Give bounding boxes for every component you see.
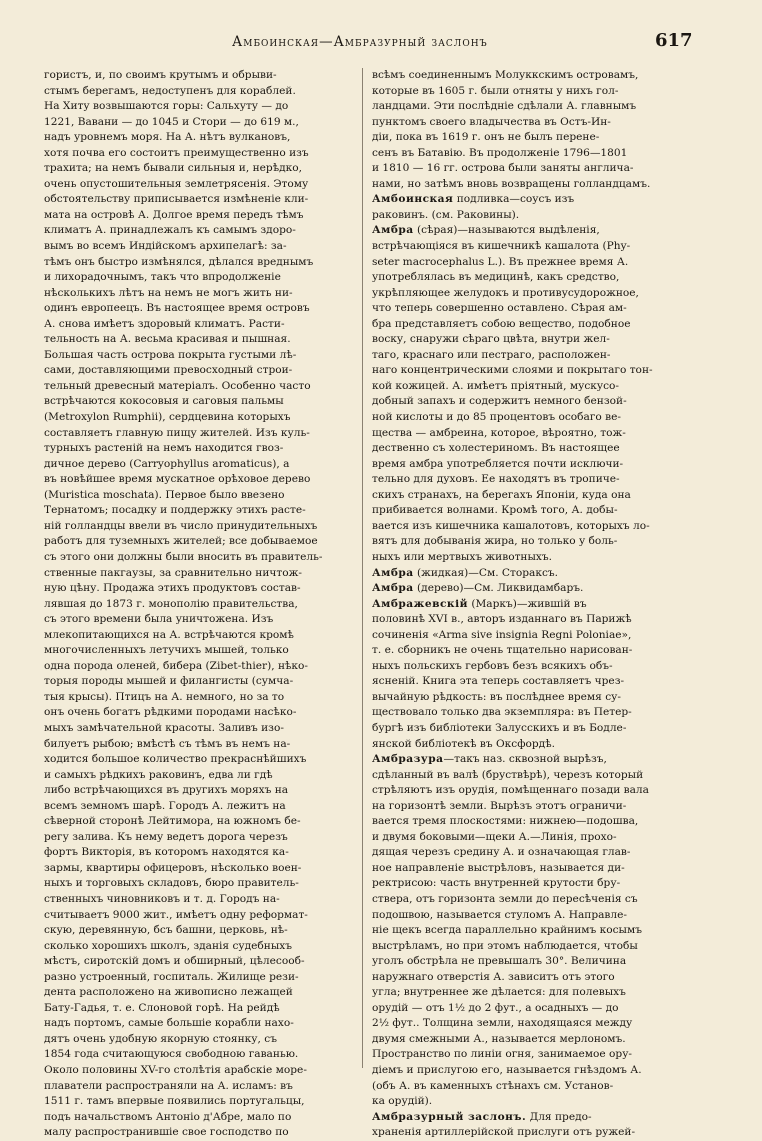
text-line: дента расположено на живописно лежащей bbox=[44, 986, 293, 999]
entry-text: и двумя боковыми—щеки А.—Линія, прохо- bbox=[372, 830, 617, 843]
entry-text: подошвою, называется стуломъ А. Направле- bbox=[372, 908, 627, 921]
text-line bbox=[372, 845, 690, 861]
text-line bbox=[372, 1047, 690, 1063]
text-line bbox=[372, 1032, 690, 1048]
text-line: (Muristica moschata). Первое было ввезено bbox=[44, 488, 285, 501]
entry-text: подливка—соусъ изъ bbox=[453, 193, 575, 206]
entry-headword: Амбра bbox=[372, 224, 414, 237]
text-line: гористъ, и, по своимъ крутымъ и обрыви- bbox=[44, 69, 277, 81]
entry-text: діи, пока въ 1619 г. онъ не былъ перене- bbox=[372, 131, 600, 144]
text-line bbox=[372, 690, 690, 706]
text-line: надъ портомъ, самые большіе корабли нахо- bbox=[44, 1017, 294, 1030]
entry-line bbox=[372, 566, 690, 582]
text-line bbox=[372, 394, 690, 410]
text-line bbox=[372, 426, 690, 442]
entry-text: что теперь совершенно оставлено. Сѣрая ам- bbox=[372, 302, 627, 315]
entry-text: половинѣ XVI в., авторъ изданнаго въ Парижѣ bbox=[372, 613, 632, 626]
entry-text: ныхъ польскихъ гербовъ безъ всякихъ объ- bbox=[372, 659, 613, 672]
text-line bbox=[372, 441, 690, 457]
text-line bbox=[372, 876, 690, 892]
entry-text: добный запахъ и содержитъ немного бензой- bbox=[372, 395, 627, 408]
text-line bbox=[372, 628, 690, 644]
entry-text: и 1810 — 16 гг. острова были заняты англича- bbox=[372, 162, 634, 175]
entry-text: —такъ наз. сквозной вырѣзъ, bbox=[443, 753, 607, 766]
entry-text: вятъ для добыванія жира, но только у боль- bbox=[372, 535, 618, 548]
text-line: дятъ очень удобную якорную стоянку, съ bbox=[44, 1032, 277, 1045]
text-line: ходится большое количество прекраснѣйшихъ bbox=[44, 753, 307, 766]
text-line: разно устроенный, госпиталь. Жилище рези- bbox=[44, 970, 299, 983]
entry-text: ныхъ или мертвыхъ животныхъ. bbox=[372, 550, 553, 563]
entry-text: ректрисою: часть внутренней крутости бру- bbox=[372, 877, 621, 890]
entry-line bbox=[372, 223, 690, 239]
text-line: вымъ во всемъ Индійскомъ архипелагѣ: за- bbox=[44, 240, 287, 253]
entry-text: янской библіотекѣ въ Оксфордѣ. bbox=[372, 737, 555, 750]
text-line: регу залива. Къ нему ведетъ дорога черезъ bbox=[44, 830, 288, 843]
text-line: (Metroxylon Rumphii), сердцевина которыхъ bbox=[44, 411, 291, 424]
text-line: всемъ земномъ шарѣ. Городъ А. лежитъ на bbox=[44, 799, 286, 812]
text-line: лявшая до 1873 г. монополію правительства, bbox=[44, 597, 298, 610]
entry-text: (дерево)—См. Ликвидамбаръ. bbox=[413, 582, 584, 595]
entry-text: ландцами. Эти послѣдніе сдѣлали А. главнымъ bbox=[372, 100, 637, 113]
text-line: стымъ берегамъ, недоступенъ для кораблей. bbox=[44, 84, 296, 97]
text-line bbox=[372, 363, 690, 379]
entry-text: seter macrocephalus L.). Въ прежнее время А. bbox=[372, 255, 629, 268]
text-line: Тернатомъ; посадку и поддержку этихъ расте- bbox=[44, 504, 306, 517]
text-line: скую, деревянную, бсъ башни, церковь, нѣ- bbox=[44, 924, 288, 937]
text-line bbox=[372, 332, 690, 348]
entry-headword: Амбра bbox=[372, 582, 414, 595]
text-line: подъ начальствомъ Антоніо д'Абре, мало по bbox=[44, 1110, 292, 1123]
entry-line bbox=[372, 752, 690, 768]
text-line bbox=[372, 954, 690, 970]
text-line: А. снова имѣетъ здоровый климатъ. Расти- bbox=[44, 317, 285, 330]
text-line: тельность на А. весьма красивая и пышная. bbox=[44, 333, 291, 346]
entry-text: ясненій. Книга эта теперь составляетъ чрез- bbox=[372, 675, 625, 688]
text-line bbox=[372, 970, 690, 986]
text-line: одна порода оленей, бибера (Zibet-thier), нѣко- bbox=[44, 659, 308, 672]
entry-text: Для предо- bbox=[526, 1110, 592, 1123]
right-column bbox=[372, 68, 690, 1141]
entry-text: т. е. сборникъ не очень тщательно нарисован- bbox=[372, 644, 633, 657]
entry-headword: Амбразурный заслонъ. bbox=[372, 1110, 527, 1123]
entry-headword: Амбразура bbox=[372, 753, 444, 766]
text-line: мата на островѣ А. Долгое время передъ тѣмъ bbox=[44, 208, 304, 221]
entry-text: вается тремя плоскостями: нижнею—подошва, bbox=[372, 815, 639, 828]
text-line: очень опустошительныя землетрясенія. Этому bbox=[44, 177, 309, 190]
text-line bbox=[372, 348, 690, 364]
text-line bbox=[372, 814, 690, 830]
text-line bbox=[372, 1063, 690, 1079]
text-line bbox=[372, 379, 690, 395]
text-line bbox=[372, 737, 690, 753]
text-line bbox=[372, 659, 690, 675]
text-line: мѣстъ, сиротскій домъ и обширный, цѣлесооб- bbox=[44, 955, 305, 968]
text-line bbox=[372, 550, 690, 566]
entry-text: (объ А. въ каменныхъ стѣнахъ см. Установ- bbox=[372, 1079, 614, 1092]
text-line bbox=[372, 286, 690, 302]
text-line: ную цѣну. Продажа этихъ продуктовъ состав- bbox=[44, 582, 301, 595]
entry-text: которые въ 1605 г. были отняты у нихъ гол- bbox=[372, 84, 619, 97]
entry-text: наружнаго отверстія А. зависитъ отъ этого bbox=[372, 970, 615, 983]
entry-text: встрѣчающіяся въ кишечникѣ кашалота (Phy- bbox=[372, 240, 631, 253]
text-line bbox=[372, 783, 690, 799]
entry-text: уголъ обстрѣла не превышалъ 30°. Величина bbox=[372, 955, 627, 968]
running-head: Амбоинская—Амбразурный заслонъ bbox=[232, 34, 488, 50]
text-line bbox=[372, 472, 690, 488]
text-line: 1511 г. тамъ впервые появились португальцы, bbox=[44, 1095, 305, 1108]
text-line: климатъ А. принадлежалъ къ самымъ здоро- bbox=[44, 224, 296, 237]
text-line: тѣмъ онъ быстро измѣнялся, дѣлался вреднымъ bbox=[44, 255, 314, 268]
entry-text: выстрѣламъ, но при этомъ наблюдается, чтобы bbox=[372, 939, 638, 952]
text-line: надъ уровнемъ моря. На А. нѣтъ вулкановъ, bbox=[44, 131, 291, 144]
text-line: плаватели распространяли на А. исламъ: въ bbox=[44, 1079, 293, 1092]
entry-text: ществовало только два экземпляра: въ Петер- bbox=[372, 706, 632, 719]
entry-text: скихъ странахъ, на берегахъ Японіи, куда она bbox=[372, 488, 631, 501]
entry-text: нами, но затѣмъ вновь возвращены голландцамъ. bbox=[372, 177, 651, 190]
text-line bbox=[372, 705, 690, 721]
text-line: сѣверной сторонѣ Лейтимора, на южномъ бе- bbox=[44, 815, 301, 828]
text-line bbox=[372, 892, 690, 908]
entry-text: сдѣланный въ валѣ (бруствѣрѣ), черезъ который bbox=[372, 768, 644, 781]
page-header bbox=[0, 26, 762, 58]
text-line: онъ очень богатъ рѣдкими породами насѣко- bbox=[44, 706, 297, 719]
text-line bbox=[372, 519, 690, 535]
text-line bbox=[372, 488, 690, 504]
text-line: одинъ европеецъ. Въ настоящее время островъ bbox=[44, 302, 310, 315]
text-line: Большая часть острова покрыта густыми лѣ- bbox=[44, 348, 297, 361]
entry-text: Пространство по линіи огня, занимаемое ору- bbox=[372, 1048, 633, 1061]
text-line: и лихорадочнымъ, такъ что впродолженіе bbox=[44, 271, 281, 284]
text-line: мыхъ замѣчательной красоты. Заливъ изо- bbox=[44, 721, 284, 734]
text-line bbox=[372, 115, 690, 131]
entry-line bbox=[372, 581, 690, 597]
text-line: Бату-Гадья, т. е. Слоновой горѣ. На рейдѣ bbox=[44, 1001, 280, 1014]
text-line: либо встрѣчающихся въ другихъ моряхъ на bbox=[44, 784, 289, 797]
entry-text: бургѣ изъ библіотеки Залусскихъ и въ Бодле- bbox=[372, 721, 627, 734]
text-line: трахита; на немъ бывали сильныя и, нерѣдко, bbox=[44, 162, 302, 175]
text-line bbox=[372, 643, 690, 659]
text-line: билуетъ рыбою; вмѣстѣ съ тѣмъ въ немъ на- bbox=[44, 737, 291, 750]
text-line bbox=[372, 1125, 690, 1141]
text-line bbox=[372, 799, 690, 815]
text-line: ныхъ и торговыхъ складовъ, бюро правитель- bbox=[44, 877, 299, 890]
text-line: нѣсколькихъ лѣтъ на немъ не могъ жить ни- bbox=[44, 286, 293, 299]
entry-text: ное направленіе выстрѣловъ, называется ди- bbox=[372, 861, 625, 874]
entry-line bbox=[372, 597, 690, 613]
text-line bbox=[372, 146, 690, 162]
entry-text: укрѣпляющее желудокъ и противусудорожное, bbox=[372, 286, 639, 299]
text-line bbox=[372, 1016, 690, 1032]
entry-text: таго, краснаго или пестраго, расположен- bbox=[372, 348, 611, 361]
text-line bbox=[372, 534, 690, 550]
entry-text: храненія артиллерійской прислуги отъ ружей- bbox=[372, 1126, 636, 1139]
text-line bbox=[372, 503, 690, 519]
text-line: съ этого времени была уничтожена. Изъ bbox=[44, 613, 274, 626]
entry-text: всѣмъ соединеннымъ Молуккскимъ островамъ, bbox=[372, 69, 639, 81]
entry-text: бра представляетъ собою вещество, подобное bbox=[372, 317, 631, 330]
text-line: составляетъ главную пищу жителей. Изъ куль- bbox=[44, 426, 310, 439]
entry-text: дящая черезъ средину А. и означающая глав- bbox=[372, 846, 631, 859]
entry-headword: Амбра bbox=[372, 566, 414, 579]
entry-text: ка орудій). bbox=[372, 1095, 433, 1108]
entry-text: стрѣляютъ изъ орудія, помѣщеннаго позади вала bbox=[372, 784, 649, 797]
entry-text: щества — амбреина, которое, вѣроятно, тож- bbox=[372, 426, 626, 439]
entry-text: (Маркъ)—жившій въ bbox=[467, 597, 587, 610]
text-line bbox=[372, 130, 690, 146]
text-line: фортъ Викторія, въ которомъ находятся ка- bbox=[44, 846, 289, 859]
entry-text: кой кожицей. А. имѣетъ пріятный, мускусо- bbox=[372, 379, 620, 392]
text-line bbox=[372, 985, 690, 1001]
text-line bbox=[372, 721, 690, 737]
text-line bbox=[372, 830, 690, 846]
text-line: торыя породы мышей и филангисты (сумча- bbox=[44, 675, 294, 688]
entry-text: на горизонтѣ земли. Вырѣзъ этотъ ограничи- bbox=[372, 799, 627, 812]
entry-text: вается изъ кишечника кашалотовъ, которыхъ ло- bbox=[372, 519, 650, 532]
text-line bbox=[372, 457, 690, 473]
text-line bbox=[372, 239, 690, 255]
text-line bbox=[372, 674, 690, 690]
text-line: малу распространившіе свое господство по bbox=[44, 1126, 289, 1139]
entry-text: сенъ въ Батавію. Въ продолженіе 1796—1801 bbox=[372, 146, 628, 159]
text-line bbox=[372, 410, 690, 426]
entry-text: воску, снаружи сѣраго цвѣта, внутри жел- bbox=[372, 333, 610, 346]
text-line: сколько хорошихъ школъ, зданія судебныхъ bbox=[44, 939, 293, 952]
entry-text: орудій — отъ 1½ до 2 фут., а осадныхъ — до bbox=[372, 1001, 619, 1014]
text-line: зармы, квартиры офицеровъ, нѣсколько воен- bbox=[44, 861, 302, 874]
text-line bbox=[372, 301, 690, 317]
text-line bbox=[372, 84, 690, 100]
text-line: встрѣчаются кокосовыя и саговыя пальмы bbox=[44, 395, 284, 408]
entry-text: ствера, отъ горизонта земли до пересѣченія съ bbox=[372, 892, 638, 905]
text-line: и самыхъ рѣдкихъ раковинъ, едва ли гдѣ bbox=[44, 768, 273, 781]
text-line: Около половины XV-го столѣтія арабскіе море- bbox=[44, 1064, 307, 1076]
text-line bbox=[372, 908, 690, 924]
entry-text: ніе щекъ всегда параллельно крайнимъ косымъ bbox=[372, 924, 642, 937]
page-number: 617 bbox=[655, 30, 693, 51]
text-line: 1854 года считающуюся свободною гаванью. bbox=[44, 1048, 299, 1061]
text-line: считываетъ 9000 жит., имѣетъ одну реформат- bbox=[44, 908, 308, 921]
text-line: турныхъ растеній на немъ находится гвоз- bbox=[44, 442, 284, 455]
text-line: тыя крысы). Птицъ на А. немного, но за то bbox=[44, 690, 285, 703]
entry-text: прибивается волнами. Кромѣ того, А. добы- bbox=[372, 504, 618, 517]
text-line bbox=[372, 1001, 690, 1017]
text-line bbox=[372, 270, 690, 286]
text-line: хотя почва его состоитъ преимущественно изъ bbox=[44, 146, 309, 159]
text-line: тельный древесный матеріалъ. Особенно часто bbox=[44, 379, 311, 392]
text-line: обстоятельству приписывается измѣненіе кли- bbox=[44, 193, 309, 206]
entry-text: наго концентрическими слоями и покрытаго тон- bbox=[372, 364, 653, 377]
text-line: ственныхъ чиновниковъ и т. д. Городъ на- bbox=[44, 892, 280, 905]
text-line: въ новѣйшее время мускатное орѣховое дерево bbox=[44, 473, 311, 486]
entry-text: (жидкая)—См. Стораксъ. bbox=[413, 566, 559, 579]
text-line: работъ для туземныхъ жителей; все добываемое bbox=[44, 535, 318, 548]
text-line: ственные пакгаузы, за сравнительно ничтож- bbox=[44, 566, 302, 579]
text-line: сами, доставляющими превосходный строи- bbox=[44, 364, 293, 377]
entry-text: тельно для духовъ. Ее находятъ въ тропиче- bbox=[372, 473, 620, 486]
text-line bbox=[372, 612, 690, 628]
text-line bbox=[372, 177, 690, 193]
text-line bbox=[372, 768, 690, 784]
text-line: многочисленныхъ летучихъ мышей, только bbox=[44, 644, 289, 657]
text-line bbox=[372, 255, 690, 271]
entry-headword: Амбоинская bbox=[372, 193, 454, 206]
entry-text: употреблялась въ медицинѣ, какъ средство, bbox=[372, 271, 620, 284]
text-line bbox=[372, 1094, 690, 1110]
entry-text: вычайную рѣдкость: въ послѣднее время су- bbox=[372, 690, 621, 703]
text-line: 1221, Вавани — до 1045 и Стори — до 619 м., bbox=[44, 115, 299, 128]
text-line bbox=[372, 317, 690, 333]
text-line: млекопитающихся на А. встрѣчаются кромѣ bbox=[44, 628, 294, 641]
entry-headword: Амбражевскій bbox=[372, 597, 468, 610]
text-line bbox=[372, 99, 690, 115]
text-line bbox=[372, 861, 690, 877]
entry-text: угла; внутреннее же дѣлается: для полевыхъ bbox=[372, 986, 626, 999]
column-divider bbox=[362, 68, 363, 1068]
text-line bbox=[372, 208, 690, 224]
entry-line bbox=[372, 1110, 690, 1126]
text-line bbox=[372, 939, 690, 955]
left-column bbox=[44, 68, 362, 1141]
entry-text: сочиненія «Arma sive insignia Regni Poloniae», bbox=[372, 628, 632, 641]
text-line: дичное дерево (Carryophyllus aromaticus), а bbox=[44, 457, 290, 470]
text-line bbox=[372, 923, 690, 939]
entry-text: (сѣрая)—называются выдѣленія, bbox=[413, 224, 600, 237]
entry-text: дественно съ холестериномъ. Въ настоящее bbox=[372, 442, 620, 455]
text-line: ній голландцы ввели въ число принудительныхъ bbox=[44, 519, 318, 532]
text-line: съ этого они должны были вносить въ правитель- bbox=[44, 550, 323, 563]
text-line bbox=[372, 68, 690, 84]
text-line bbox=[372, 1079, 690, 1095]
entry-text: время амбра употребляется почти исключи- bbox=[372, 457, 624, 470]
entry-text: діемъ и прислугою его, называется гнѣздомъ А. bbox=[372, 1064, 642, 1076]
text-line: На Хиту возвышаются горы: Сальхуту — до bbox=[44, 100, 289, 113]
entry-text: 2½ фут.. Толщина земли, находящаяся между bbox=[372, 1017, 633, 1030]
entry-text: двумя смежными А., называется мерлономъ. bbox=[372, 1032, 626, 1045]
entry-text: пунктомъ своего владычества въ Остъ-Ин- bbox=[372, 115, 611, 128]
entry-text: раковинъ. (см. Раковины). bbox=[372, 208, 520, 221]
entry-line bbox=[372, 192, 690, 208]
entry-text: ной кислоты и до 85 процентовъ особаго ве- bbox=[372, 411, 621, 424]
text-line bbox=[372, 161, 690, 177]
